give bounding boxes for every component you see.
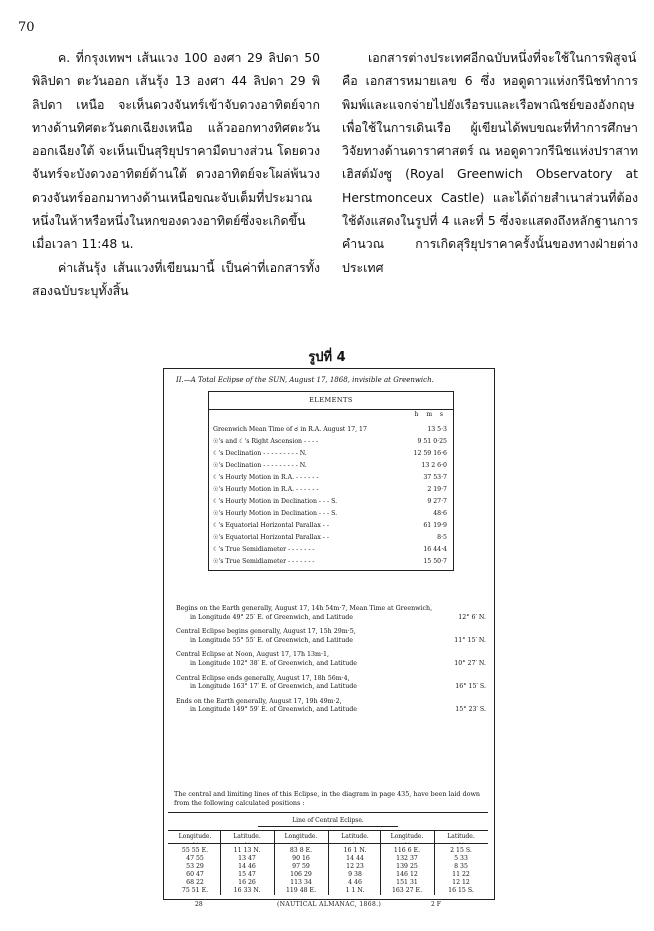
note-location: in Longitude 55° 55′ E. of Greenwich, and Latitude [190, 636, 354, 644]
note-location: in Longitude 149° 59′ E. of Greenwich, and Latitude [190, 706, 358, 714]
element-row [213, 508, 449, 519]
element-value: 9 51 0·25 [417, 438, 447, 445]
note-line-2 [176, 614, 486, 623]
table-column-rule [274, 830, 275, 895]
table-cell: 2 15 S. [450, 847, 472, 854]
note-line-2 [176, 683, 486, 692]
table-header-cell: Latitude. [341, 833, 369, 840]
left-column [32, 46, 320, 302]
element-value: 16 44·4 [423, 546, 447, 553]
eclipse-note [176, 605, 486, 622]
elements-box [208, 391, 454, 571]
table-cell: 14 46 [238, 863, 256, 870]
element-row [213, 532, 449, 543]
note-line-1: Begins on the Earth generally, August 17, 14h 54m·7, Mean Time at Greenwich, [176, 605, 433, 612]
element-row [213, 496, 449, 507]
table-cell: 8 35 [454, 863, 468, 870]
table-column-rule [220, 830, 221, 895]
table-cell: 47 55 [186, 855, 204, 862]
figure-label: รูปที่ 4 [308, 350, 346, 365]
element-label: ☾'s Hourly Motion in R.A. - - - - - - [213, 474, 319, 481]
element-label: ☉'s True Semidiameter - - - - - - - [213, 558, 315, 565]
table-cell: 116 6 E. [393, 847, 421, 854]
table-intro: The central and limiting lines of this Eclipse, in the diagram in page 435, have been laid down from the following calculated positions : [174, 790, 481, 807]
table-cell: 163 27 E. [391, 887, 423, 894]
element-label: ☾'s Declination - - - - - - - - - N. [213, 450, 307, 457]
element-label: ☉'s and ☾'s Right Ascension - - - - [213, 438, 319, 445]
table-cell: 55 55 E. [181, 847, 209, 854]
element-label: ☉'s Hourly Motion in Declination - - - S. [213, 510, 338, 517]
table-cell: 151 31 [396, 879, 418, 886]
note-location: in Longitude 102° 38′ E. of Greenwich, and Latitude [190, 659, 358, 667]
element-row [213, 556, 449, 567]
element-row [213, 520, 449, 531]
footer-left: 28 [195, 901, 203, 908]
right-column [342, 46, 638, 279]
left-paragraph-2: ค่าเส้นรุ้ง เส้นแวงที่เขียนมานี้ เป็นค่าที่เอกสารทั้งสองฉบับระบุทั้งสิ้น [32, 259, 320, 298]
note-latitude: 10° 27′ N. [454, 659, 486, 667]
eclipse-note [176, 675, 486, 692]
eclipse-note [176, 651, 486, 668]
element-value: 2 19·7 [427, 486, 447, 493]
table-cell: 132 37 [396, 855, 418, 862]
element-row [213, 484, 449, 495]
table-header-cell: Latitude. [447, 833, 475, 840]
table-cell: 5 33 [454, 855, 468, 862]
element-value: 12 59 16·6 [413, 450, 447, 457]
note-line-1: Central Eclipse begins generally, August 17, 15h 29m·5, [176, 628, 356, 636]
page-number: 70 [18, 20, 35, 35]
left-paragraph-1: ค. ที่กรุงเทพฯ เส้นแวง 100 องศา 29 ลิปดา 50 พิลิปดา ตะวันออก เส้นรุ้ง 13 องศา 44 ลิปดา 29 พิลิปดา เหนือ จะเห็นดวงจันทร์เข้าจับดวงอาทิตย์จากทางด้านทิศตะวันตกเฉียงเหนือ แล้วออกทางทิศตะวันออกเฉียงใต้ จะเห็นเป็นสุริยุปราคามืดบางส่วน โดยดวงจันทร์จะบังดวงอาทิตย์ด้านใต้ ดวงอาทิตย์จะโผล่พ้นวงดวงจันทร์ออกมาทางด้านเหนือขณะจับเต็มที่ประมาณหนึ่งในห้าหรือหนึ่งในหกของดวงอาทิตย์ซึ่งจะเกิดขึ้นเมื่อเวลา 11:48 น. [32, 50, 320, 252]
degree-mark: ° ′ [244, 842, 250, 848]
element-value: 61 19·9 [423, 522, 447, 529]
figure-title: II.—A Total Eclipse of the SUN, August 17, 1868, invisible at Greenwich. [176, 376, 434, 384]
table-header-cell: Longitude. [178, 833, 212, 840]
table-cell: 97 59 [292, 863, 310, 870]
element-label: Greenwich Mean Time of ☌ in R.A. August 17, 17 [213, 426, 367, 433]
eclipse-notes [176, 605, 486, 721]
table-header-cell: Longitude. [284, 833, 318, 840]
element-row [213, 436, 449, 447]
table-cell: 14 44 [346, 855, 364, 862]
note-latitude: 16° 15′ S. [455, 683, 486, 691]
table-cell: 13 47 [238, 855, 256, 862]
table-cell: 106 29 [290, 871, 312, 878]
element-value: 48·6 [433, 510, 447, 517]
table-cell: 11 22 [452, 871, 470, 878]
elements-units: h m s [414, 411, 443, 418]
table-cell: 90 16 [292, 855, 310, 862]
note-location: in Longitude 163° 17′ E. of Greenwich, and Latitude [190, 683, 358, 691]
element-label: ☾'s True Semidiameter - - - - - - - [213, 546, 315, 553]
element-row [213, 424, 449, 435]
table-cell: 15 47 [238, 871, 256, 878]
table-column-rule [328, 830, 329, 895]
table-cell: 68 22 [186, 879, 204, 886]
table-cell: 146 12 [396, 871, 418, 878]
table-cell: 16 1 N. [343, 847, 367, 854]
table-cell: 75 51 E. [181, 887, 209, 894]
element-label: ☉'s Equatorial Horizontal Parallax - - [213, 534, 329, 541]
table-cell: 60 47 [186, 871, 204, 878]
element-label: ☉'s Hourly Motion in R.A. - - - - - - [213, 486, 319, 493]
table-cell: 16 26 [238, 879, 256, 886]
table-caption: Line of Central Eclipse. [292, 817, 364, 824]
table-cell: 53 29 [186, 863, 204, 870]
caption-rule [258, 826, 398, 827]
elements-heading: ELEMENTS [209, 392, 453, 410]
table-header-cell: Longitude. [390, 833, 424, 840]
table-header-cell: Latitude. [233, 833, 261, 840]
degree-mark: ° ′ [192, 842, 198, 848]
note-line-1: Ends on the Earth generally, August 17, 19h 49m·2, [176, 697, 342, 705]
eclipse-note [176, 628, 486, 645]
table-cell: 1 1 N. [345, 887, 365, 894]
note-line-2 [176, 706, 486, 715]
degree-mark: ° ′ [404, 842, 410, 848]
element-value: 15 50·7 [423, 558, 447, 565]
element-value: 13 2 6·0 [421, 462, 447, 469]
table-cell: 16 33 N. [233, 887, 261, 894]
table-cell: 12 23 [346, 863, 364, 870]
element-row [213, 544, 449, 555]
element-row [213, 448, 449, 459]
note-line-2 [176, 660, 486, 669]
element-label: ☾'s Hourly Motion in Declination - - - S. [213, 498, 338, 505]
degree-mark: ° ′ [352, 842, 358, 848]
element-label: ☾'s Equatorial Horizontal Parallax - - [213, 522, 329, 529]
note-latitude: 11° 15′ N. [454, 636, 486, 644]
element-value: 13 5·3 [427, 426, 447, 433]
element-row [213, 460, 449, 471]
table-cell: 9 38 [348, 871, 362, 878]
table-column-rule [380, 830, 381, 895]
footer-center: (NAUTICAL ALMANAC, 1868.) [277, 901, 382, 908]
table-cell: 12 12 [452, 879, 470, 886]
right-paragraph: เอกสารต่างประเทศอีกฉบับหนึ่งที่จะใช้ในการพิสูจน์คือ เอกสารหมายเลข 6 ซึ่ง หอดูดาวแห่งกรีนิชทำการพิมพ์และแจกจ่ายไปยังเรือรบและเรือพาณิชย์ของอังกฤษเพื่อใช้ในการเดินเรือ ผู้เขียนได้พบขณะที่ทำการศึกษาวิจัยทางด้านดาราศาสตร์ ณ หอดูดาวกรีนิชแห่งปราสาทเฮิสต์มังซู (Royal Greenwich Observatory at Herstmonceux Castle) และได้ถ่ายสำเนาส่วนที่ต้องใช้ดังแสดงในรูปที่ 4 และที่ 5 ซึ่งจะแสดงถึงหลักฐานการคำนวณ การเกิดสุริยุปราคาครั้งนั้นของทางฝ่ายต่างประเทศ [342, 50, 638, 275]
element-label: ☉'s Declination - - - - - - - - - N. [213, 462, 307, 469]
degree-mark: ° ′ [298, 842, 304, 848]
table-cell: 16 15 S. [448, 887, 474, 894]
central-eclipse-table [168, 812, 488, 897]
note-latitude: 15° 23′ S. [455, 706, 486, 714]
table-cell: 119 48 E. [285, 887, 317, 894]
element-value: 9 27·7 [427, 498, 447, 505]
figure-frame [163, 368, 495, 900]
eclipse-note [176, 698, 486, 715]
note-location: in Longitude 49° 25′ E. of Greenwich, and Latitude [190, 613, 354, 621]
table-cell: 83 8 E. [289, 847, 313, 854]
table-cell: 139 25 [396, 863, 418, 870]
element-value: 8·5 [437, 534, 447, 541]
note-line-1: Central Eclipse at Noon, August 17, 17h 13m·1, [176, 651, 330, 659]
table-cell: 4 46 [348, 879, 362, 886]
element-value: 37 53·7 [423, 474, 447, 481]
table-cell: 11 13 N. [233, 847, 261, 854]
scanned-figure [163, 368, 495, 914]
note-latitude: 12° 6′ N. [458, 613, 486, 621]
degree-mark: ° ′ [458, 842, 464, 848]
note-line-1: Central Eclipse ends generally, August 17, 18h 56m·4, [176, 674, 350, 682]
table-cell: 113 34 [290, 879, 312, 886]
note-line-2 [176, 637, 486, 646]
footer-right: 2 F [431, 901, 441, 908]
element-row [213, 472, 449, 483]
table-column-rule [434, 830, 435, 895]
